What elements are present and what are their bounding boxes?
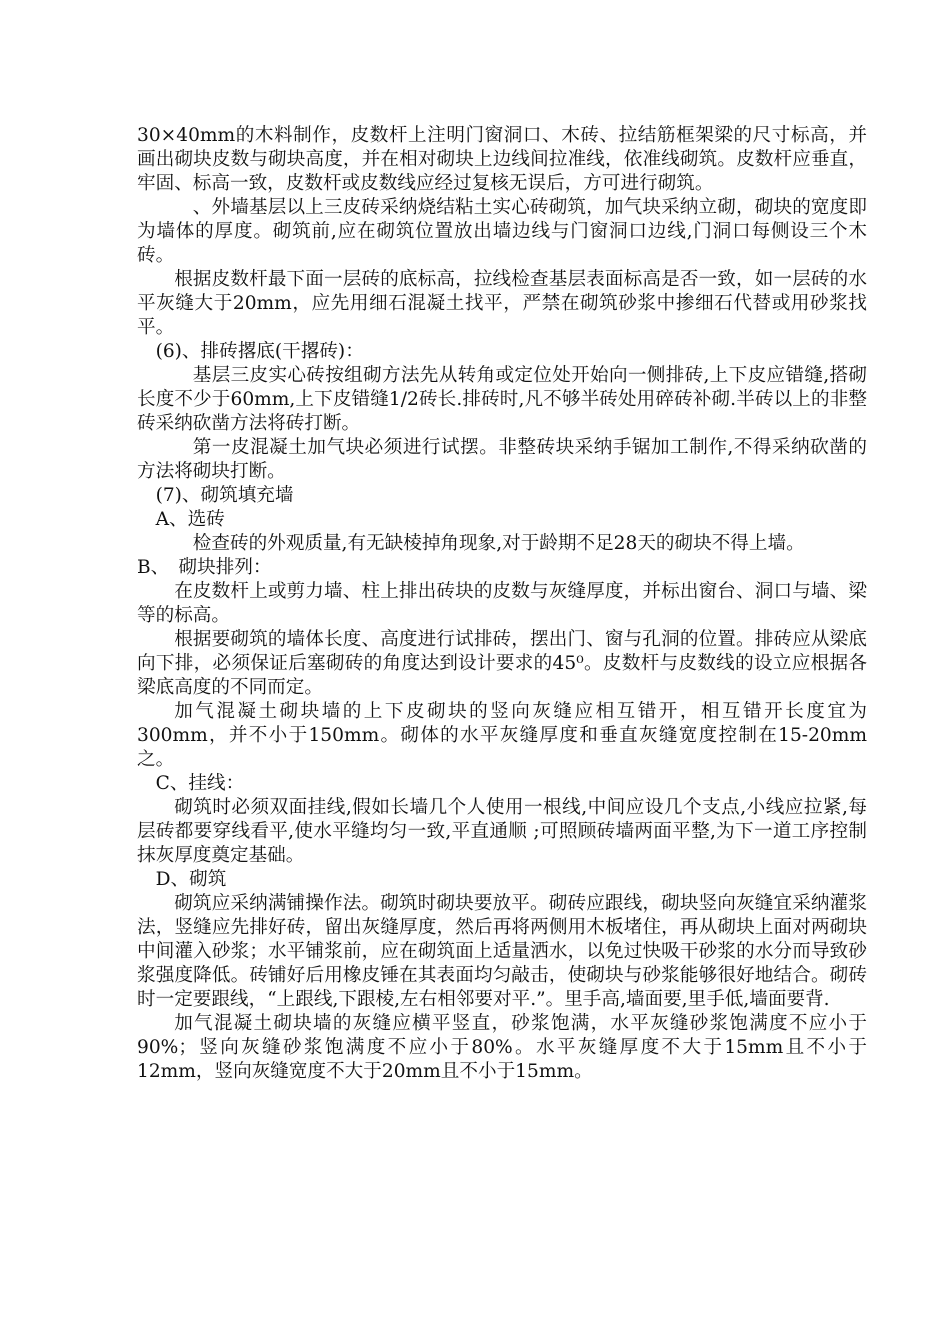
paragraph-9: 加气混凝土砌块墙的上下皮砌块的竖向灰缝应相互错开，相互错开长度宜为300mm，并不小于150mm。砌体的水平灰缝厚度和垂直灰缝宽度控制在15-20mm之。 xyxy=(137,701,867,770)
subheading-c: C、挂线： xyxy=(155,773,245,794)
subheading-b: B、 砌块排列： xyxy=(137,557,272,578)
paragraph-5: 第一皮混凝土加气块必须进行试摆。非整砖块采纳手锯加工制作,不得采纳砍凿的方法将砌块打断。 xyxy=(137,437,867,482)
paragraph-2: 、外墙基层以上三皮砖采纳烧结粘土实心砖砌筑，加气块采纳立砌，砌块的宽度即为墙体的厚度。砌筑前,应在砌筑位置放出墙边线与门窗洞口边线,门洞口每侧设三个木砖。 xyxy=(137,197,867,266)
paragraph-3: 根据皮数杆最下面一层砖的底标高，拉线检查基层表面标高是否一致，如一层砖的水平灰缝大于20mm，应先用细石混凝土找平，严禁在砌筑砂浆中掺细石代替或用砂浆找平。 xyxy=(137,269,867,338)
paragraph-4: 基层三皮实心砖按组砌方法先从转角或定位处开始向一侧排砖,上下皮应错缝,搭砌长度不少于60mm,上下皮错缝1/2砖长.排砖时,凡不够半砖处用碎砖补砌.半砖以上的非整砖采纳砍凿方法将砖打断。 xyxy=(137,365,867,434)
paragraph-11: 砌筑应采纳满铺操作法。砌筑时砌块要放平。砌砖应跟线，砌块竖向灰缝宜采纳灌浆法，竖缝应先排好砖，留出灰缝厚度，然后再将两侧用木板堵住，再从砌块上面对两砌块中间灌入砂浆；水平铺浆前，应在砌筑面上适量洒水，以免过快吸干砂浆的水分而导致砂浆强度降低。砖铺好后用橡皮锤在其表面均匀敲击，使砌块与砂浆能够很好地结合。砌砖时一定要跟线，“上跟线,下跟棱,左右相邻要对平.”。里手高,墙面要,里手低,墙面要背. xyxy=(137,893,867,1010)
paragraph-1: 30×40mm的木料制作，皮数杆上注明门窗洞口、木砖、拉结筋框架梁的尺寸标高，并画出砌块皮数与砌块高度，并在相对砌块上边线间拉准线，依准线砌筑。皮数杆应垂直，牢固、标高一致，皮数杆或皮数线应经过复核无误后，方可进行砌筑。 xyxy=(137,125,867,194)
paragraph-6: 检查砖的外观质量,有无缺棱掉角现象,对于龄期不足28天的砌块不得上墙。 xyxy=(192,533,805,554)
document-body xyxy=(137,124,867,1084)
paragraph-12: 加气混凝土砌块墙的灰缝应横平竖直，砂浆饱满，水平灰缝砂浆饱满度不应小于90%；竖向灰缝砂浆饱满度不应小于80%。水平灰缝厚度不大于15mm且不小于12mm，竖向灰缝宽度不大于20mm且不小于15mm。 xyxy=(137,1013,867,1082)
paragraph-8: 根据要砌筑的墙体长度、高度进行试排砖，摆出门、窗与孔洞的位置。排砖应从梁底向下排，必须保证后塞砌砖的角度达到设计要求的45⁰。皮数杆与皮数线的设立应根据各梁底高度的不同而定。 xyxy=(137,629,867,698)
subheading-a: A、选砖 xyxy=(155,509,225,530)
subheading-d: D、砌筑 xyxy=(155,869,227,890)
section-heading-6: (6)、排砖撂底(干撂砖)： xyxy=(155,341,364,362)
paragraph-7: 在皮数杆上或剪力墙、柱上排出砖块的皮数与灰缝厚度，并标出窗台、洞口与墙、梁等的标高。 xyxy=(137,581,867,626)
paragraph-10: 砌筑时必须双面挂线,假如长墙几个人使用一根线,中间应设几个支点,小线应拉紧,每层砖都要穿线看平,使水平缝均匀一致,平直通顺 ;可照顾砖墙两面平整,为下一道工序控制抹灰厚度奠定基础。 xyxy=(137,797,867,866)
section-heading-7: (7)、砌筑填充墙 xyxy=(155,485,294,506)
